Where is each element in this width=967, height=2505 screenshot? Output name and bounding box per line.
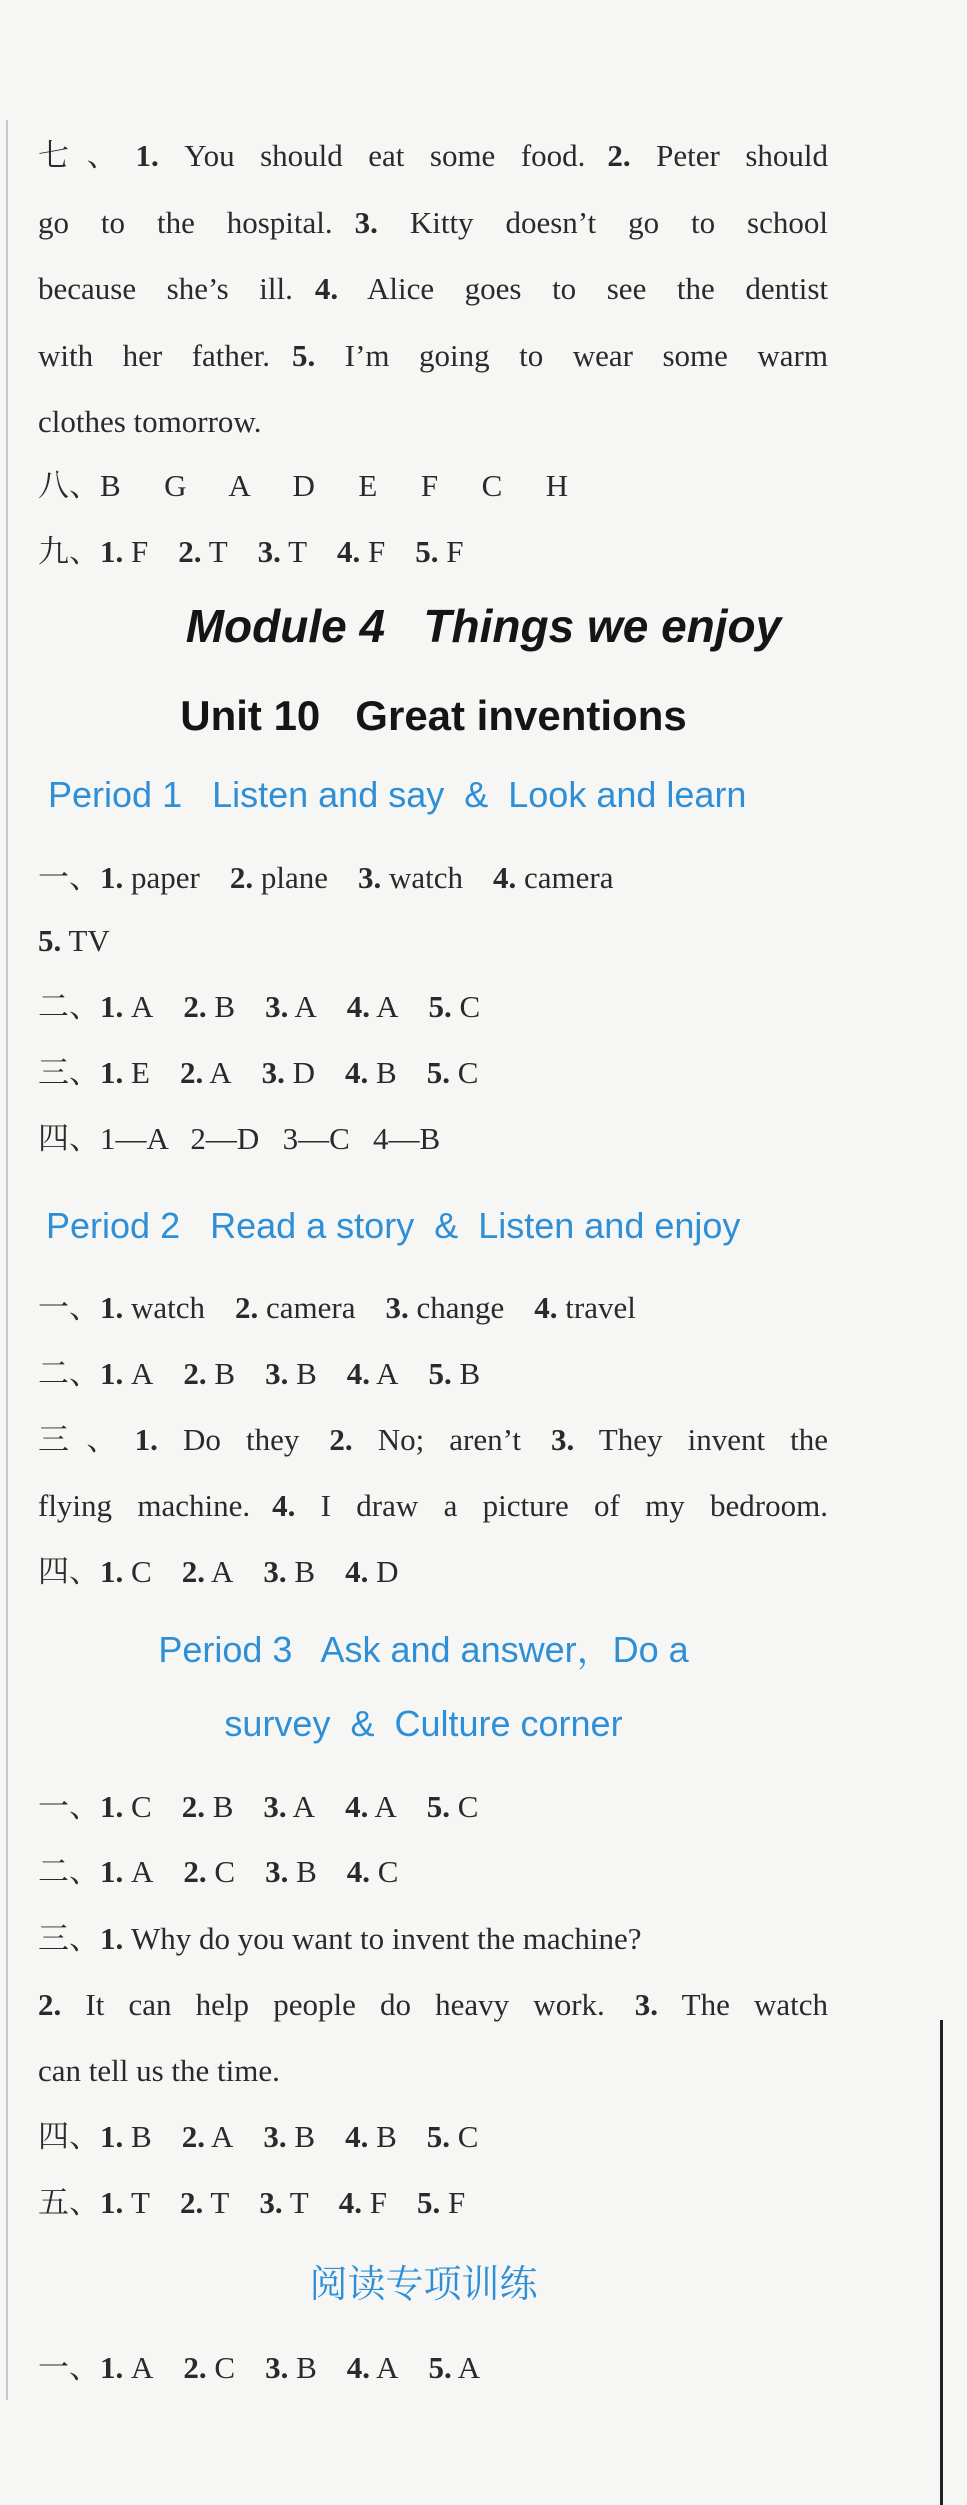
s7-line-4: with her father. 5. I’m going to wear some warm [38,338,828,373]
s7-line-1: 七、1. You should eat some food. 2. Peter should [38,138,829,173]
p1-q4: 四、1—A 2—D 3—C 4—B [38,1121,441,1156]
p2-q2: 二、1. A 2. B 3. B 4. A 5. B [38,1356,481,1391]
p3-q3-line3: can tell us the time. [38,2053,280,2088]
period2-title: Period 2 Read a story & Listen and enjoy [46,1205,741,1246]
s7-line-3: because she’s ill. 4. Alice goes to see the dentist [38,271,829,306]
p3-q2: 二、1. A 2. C 3. B 4. C [38,1854,399,1889]
module-title: Module 4 Things we enjoy [185,600,782,652]
p3-q3-line2: 2. It can help people do heavy work. 3. The watch [38,1987,829,2022]
p1-q3: 三、1. E 2. A 3. D 4. B 5. C [38,1055,479,1090]
s9-line: 九、1. F 2. T 3. T 4. F 5. F [38,534,464,569]
reading-q1: 一、1. A 2. C 3. B 4. A 5. A [38,2350,481,2385]
p1-q2: 二、1. A 2. B 3. A 4. A 5. C [38,989,481,1024]
p2-q4: 四、1. C 2. A 3. B 4. D [38,1554,399,1589]
page-edge-shadow [940,2020,943,2505]
period3-title-line1: Period 3 Ask and answer，Do a [158,1629,689,1670]
p3-q1: 一、1. C 2. B 3. A 4. A 5. C [38,1789,479,1824]
unit-title: Unit 10 Great inventions [180,692,687,739]
p3-q5: 五、1. T 2. T 3. T 4. F 5. F [38,2185,466,2220]
p2-q1: 一、1. watch 2. camera 3. change 4. travel [38,1290,636,1325]
p3-q3-line1: 三、1. Why do you want to invent the machine? [38,1921,642,1956]
p1-q1-line2: 5. TV [38,923,110,958]
p2-q3-line2: flying machine. 4. I draw a picture of my bedroom. [38,1488,828,1523]
period1-title: Period 1 Listen and say & Look and learn [48,774,747,815]
s7-line-2: go to the hospital. 3. Kitty doesn’t go to school [38,205,828,240]
s7-line-5: clothes tomorrow. [38,404,262,439]
p3-q4: 四、1. B 2. A 3. B 4. B 5. C [38,2119,479,2154]
margin-rule [6,120,8,2400]
s8-line: 八、B G A D E F C H [38,468,569,503]
p2-q3-line1: 三、1. Do they 2. No; aren’t 3. They invent the [38,1422,829,1457]
reading-section-title: 阅读专项训练 [309,2262,538,2306]
period3-title-line2: survey & Culture corner [224,1703,623,1744]
p1-q1-line1: 一、1. paper 2. plane 3. watch 4. camera [38,860,614,895]
